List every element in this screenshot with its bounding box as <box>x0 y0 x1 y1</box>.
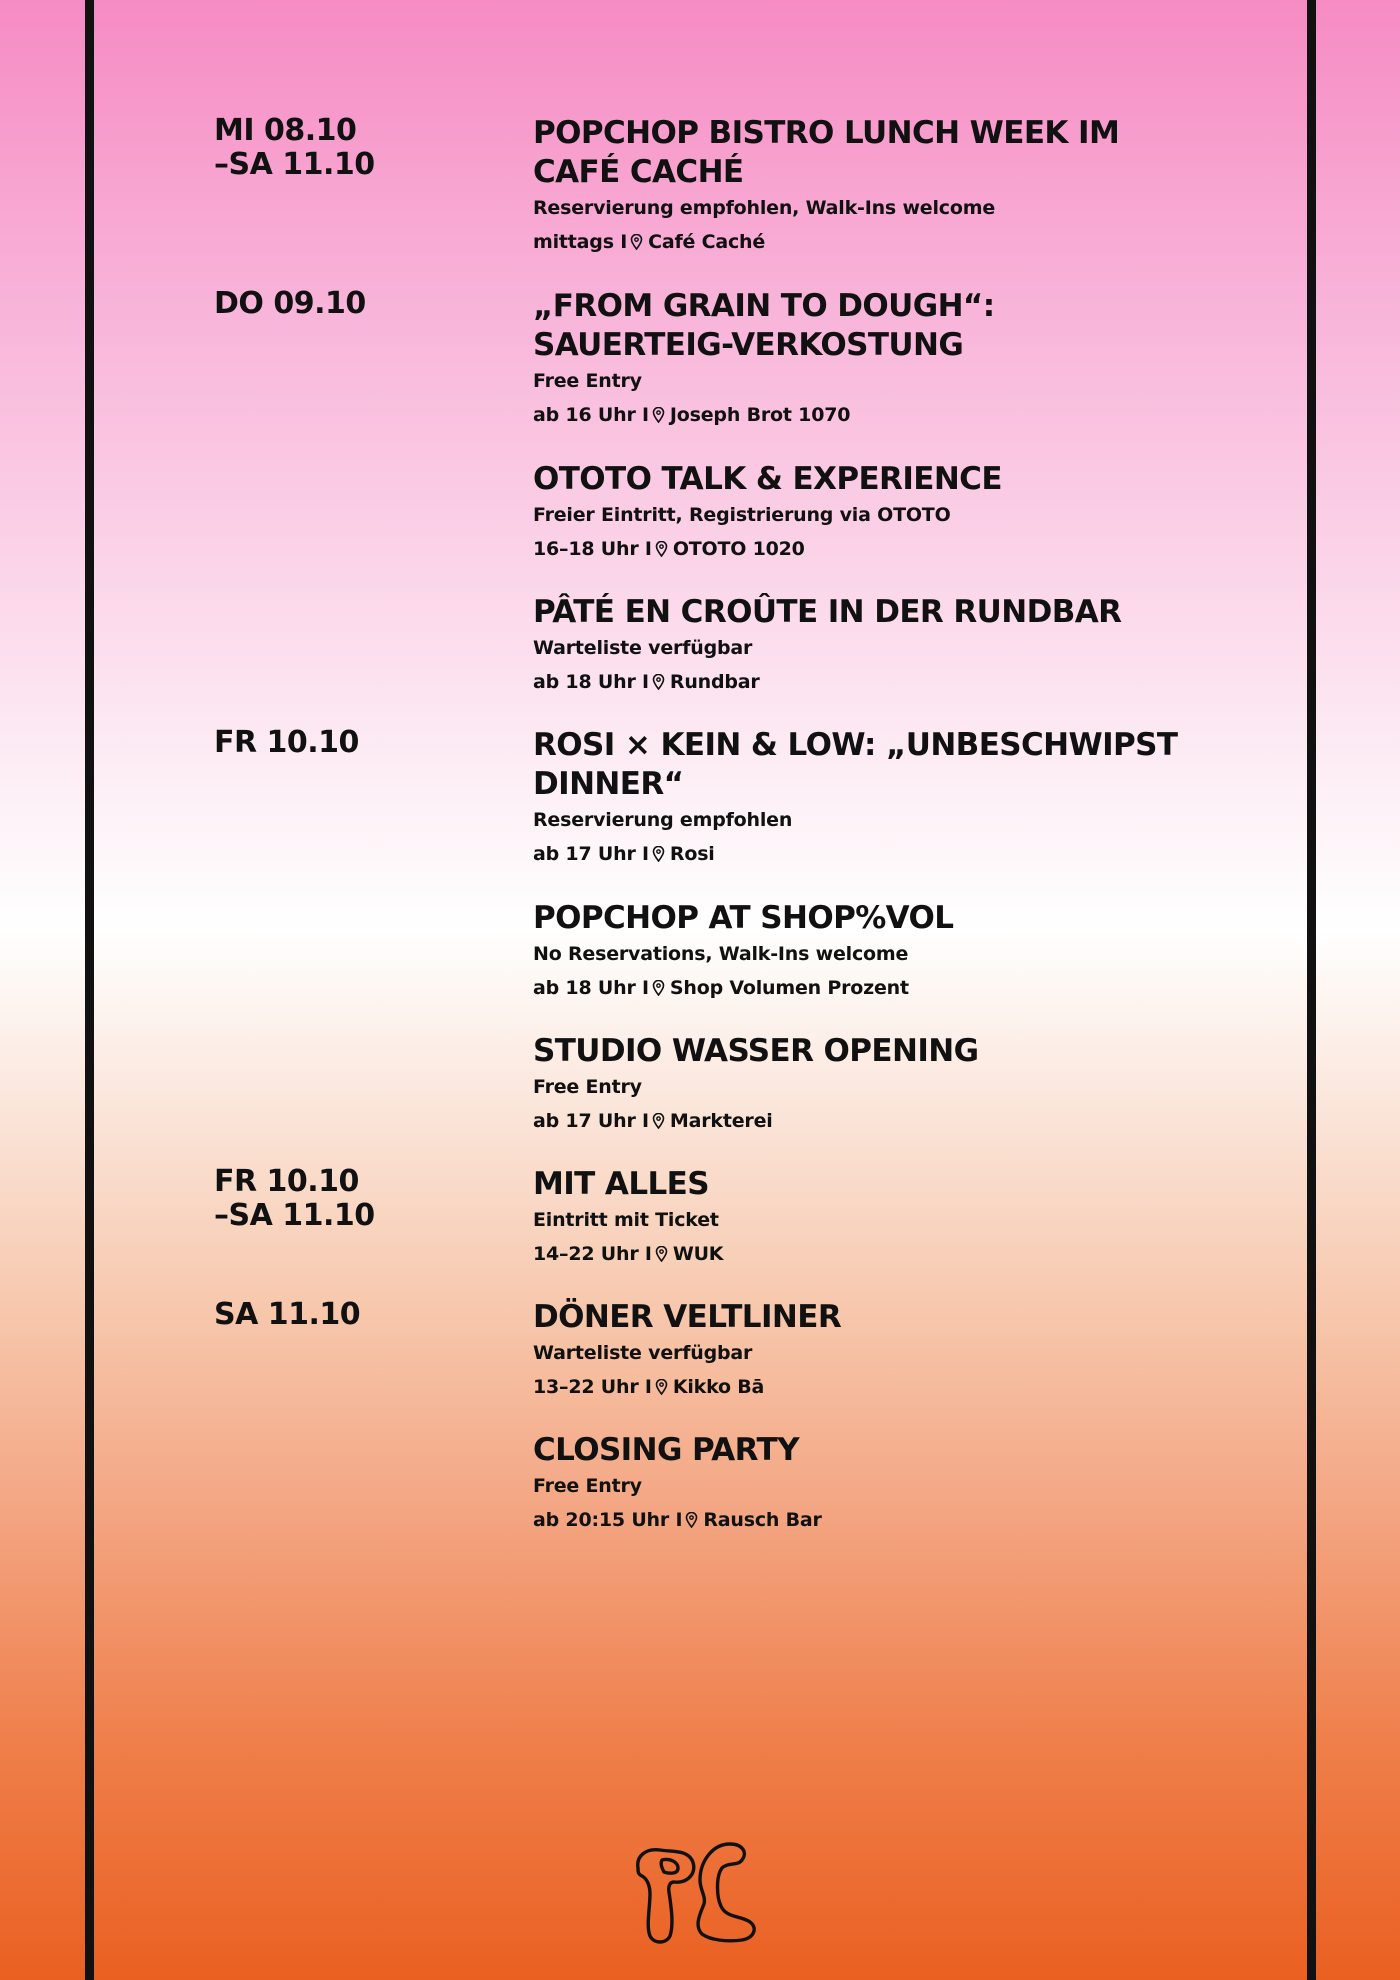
right-border-line <box>1307 0 1316 1980</box>
event-note: No Reservations, Walk-Ins welcome <box>533 943 909 965</box>
event-note: Free Entry <box>533 1076 642 1098</box>
event-meta <box>533 1242 1183 1266</box>
event-meta <box>533 1508 1183 1532</box>
map-pin-icon <box>630 234 643 250</box>
event-time: ab 16 Uhr I <box>533 404 649 426</box>
event-location: Café Caché <box>648 231 766 253</box>
event-meta <box>533 1375 1183 1399</box>
event-note: Free Entry <box>533 1475 642 1497</box>
event-meta <box>533 230 1183 254</box>
event-title: „FROM GRAIN TO DOUGH“: SAUERTEIG-VERKOSTUNG <box>533 288 995 363</box>
event-date: DO 09.10 <box>214 286 366 321</box>
event-info <box>533 1298 1183 1399</box>
event-info <box>533 899 1183 1000</box>
event-time: ab 20:15 Uhr I <box>533 1509 683 1531</box>
popchop-logo <box>630 1838 768 1946</box>
event-time: ab 17 Uhr I <box>533 843 649 865</box>
event-title: CLOSING PARTY <box>533 1432 799 1468</box>
event-info <box>533 1431 1183 1532</box>
event-location: WUK <box>672 1243 724 1265</box>
event-meta <box>533 670 1183 694</box>
event-info <box>533 114 1183 254</box>
event-note: Reservierung empfohlen <box>533 809 793 831</box>
event-date: FR 10.10 –SA 11.10 <box>214 1164 375 1233</box>
left-border-line <box>85 0 94 1980</box>
event-info <box>533 726 1183 866</box>
event-time: mittags I <box>533 231 628 253</box>
event-location: Rosi <box>669 843 715 865</box>
map-pin-icon <box>655 541 668 557</box>
event-time: ab 18 Uhr I <box>533 671 649 693</box>
event-title: POPCHOP AT SHOP%VOL <box>533 900 954 936</box>
event-date: FR 10.10 <box>214 725 359 760</box>
event-location: Rausch Bar <box>703 1509 822 1531</box>
event-meta <box>533 403 1183 427</box>
event-meta <box>533 537 1183 561</box>
event-title: OTOTO TALK & EXPERIENCE <box>533 461 1002 497</box>
event-location: Markterei <box>669 1110 773 1132</box>
map-pin-icon <box>655 1379 668 1395</box>
event-note: Warteliste verfügbar <box>533 1342 753 1364</box>
event-info <box>533 1165 1183 1266</box>
event-date: MI 08.10 –SA 11.10 <box>214 113 375 182</box>
event-title: MIT ALLES <box>533 1166 709 1202</box>
map-pin-icon <box>652 846 665 862</box>
map-pin-icon <box>652 980 665 996</box>
event-meta <box>533 976 1183 1000</box>
event-title: POPCHOP BISTRO LUNCH WEEK IM CAFÉ CACHÉ <box>533 115 1120 190</box>
event-title: PÂTÉ EN CROÛTE IN DER RUNDBAR <box>533 594 1122 630</box>
map-pin-icon <box>652 674 665 690</box>
map-pin-icon <box>652 1113 665 1129</box>
event-meta <box>533 842 1183 866</box>
map-pin-icon <box>655 1246 668 1262</box>
event-time: 13–22 Uhr I <box>533 1376 652 1398</box>
event-note: Free Entry <box>533 370 642 392</box>
event-time: ab 18 Uhr I <box>533 977 649 999</box>
map-pin-icon <box>652 407 665 423</box>
event-title: ROSI × KEIN & LOW: „UNBESCHWIPST DINNER“ <box>533 727 1178 802</box>
event-location: Shop Volumen Prozent <box>669 977 909 999</box>
event-time: 16–18 Uhr I <box>533 538 652 560</box>
map-pin-icon <box>685 1512 698 1528</box>
event-note: Warteliste verfügbar <box>533 637 753 659</box>
event-date: SA 11.10 <box>214 1297 361 1332</box>
event-title: STUDIO WASSER OPENING <box>533 1033 979 1069</box>
event-location: OTOTO 1020 <box>672 538 805 560</box>
event-location: Kikko Bā <box>672 1376 765 1398</box>
event-info <box>533 287 1183 427</box>
event-note: Reservierung empfohlen, Walk-Ins welcome <box>533 197 995 219</box>
event-note: Freier Eintritt, Registrierung via OTOTO <box>533 504 951 526</box>
event-time: ab 17 Uhr I <box>533 1110 649 1132</box>
event-note: Eintritt mit Ticket <box>533 1209 719 1231</box>
event-meta <box>533 1109 1183 1133</box>
event-info <box>533 593 1183 694</box>
event-info <box>533 1032 1183 1133</box>
event-title: DÖNER VELTLINER <box>533 1299 842 1335</box>
event-location: Joseph Brot 1070 <box>669 404 851 426</box>
event-location: Rundbar <box>669 671 760 693</box>
event-info <box>533 460 1183 561</box>
event-time: 14–22 Uhr I <box>533 1243 652 1265</box>
